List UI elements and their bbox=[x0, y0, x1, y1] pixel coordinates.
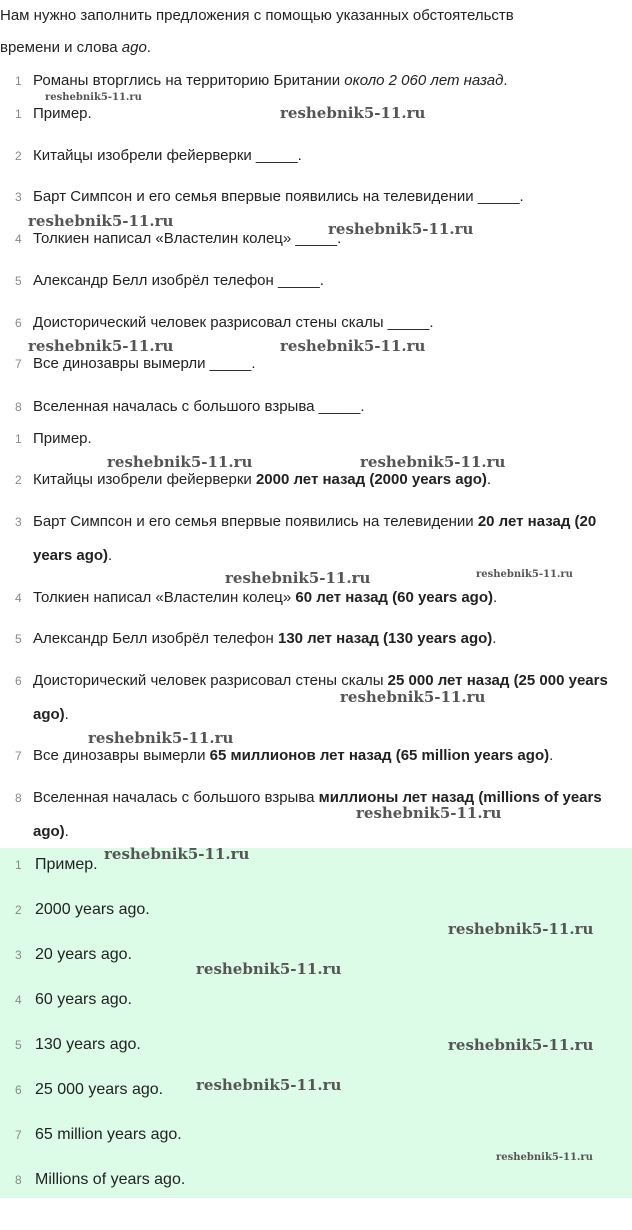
answer-box bbox=[0, 848, 632, 1198]
item-number: 8 bbox=[15, 1173, 22, 1187]
item-text: 130 years ago. bbox=[35, 1036, 141, 1053]
item-number: 4 bbox=[15, 591, 22, 605]
intro-word: ago bbox=[121, 39, 147, 56]
watermark: reshebnik5-11.ru bbox=[28, 212, 174, 230]
item-number: 6 bbox=[15, 1083, 22, 1097]
item-text: Китайцы изобрели фейерверки _____. bbox=[33, 147, 302, 164]
item-text: Доисторический человек разрисовал стены скалы _____. bbox=[33, 314, 434, 331]
item-number: 3 bbox=[15, 190, 22, 204]
item-number: 8 bbox=[15, 400, 22, 414]
item-text: Александр Белл изобрёл телефон _____. bbox=[33, 272, 324, 289]
watermark: reshebnik5-11.ru bbox=[476, 569, 573, 580]
item-text: 25 000 years ago. bbox=[35, 1081, 164, 1098]
watermark: reshebnik5-11.ru bbox=[360, 453, 506, 471]
watermark: reshebnik5-11.ru bbox=[104, 845, 250, 863]
answer-item bbox=[0, 428, 632, 450]
item-number: 3 bbox=[15, 515, 22, 529]
watermark: reshebnik5-11.ru bbox=[448, 920, 594, 938]
intro-line2: времени и слова bbox=[0, 39, 122, 56]
watermark: reshebnik5-11.ru bbox=[448, 1036, 594, 1054]
answer-item bbox=[0, 628, 632, 650]
item-text: Толкиен написал «Властелин колец» _____. bbox=[33, 230, 342, 247]
item-text: Пример. bbox=[33, 430, 92, 447]
item-number: 3 bbox=[15, 948, 22, 962]
watermark: reshebnik5-11.ru bbox=[340, 688, 486, 706]
task-item bbox=[0, 353, 632, 375]
item-number: 1 bbox=[15, 107, 22, 121]
watermark: reshebnik5-11.ru bbox=[280, 104, 426, 122]
item-number: 2 bbox=[15, 473, 22, 487]
english-item bbox=[0, 899, 632, 921]
item-text: 65 million years ago. bbox=[35, 1126, 182, 1143]
task-item bbox=[0, 186, 632, 208]
task-item bbox=[0, 396, 632, 418]
item-text: 20 years ago. bbox=[35, 946, 132, 963]
item-text: Барт Симпсон и его семья впервые появились на телевидении 20 лет назад (20 years ago). bbox=[33, 513, 597, 564]
watermark: reshebnik5-11.ru bbox=[196, 960, 342, 978]
item-number: 5 bbox=[15, 274, 22, 288]
watermark: reshebnik5-11.ru bbox=[107, 453, 253, 471]
item-number: 7 bbox=[15, 749, 22, 763]
task-example bbox=[0, 70, 632, 92]
english-item bbox=[0, 1169, 632, 1191]
item-text: Китайцы изобрели фейерверки 2000 лет назад (2000 years ago). bbox=[33, 471, 492, 488]
task-item bbox=[0, 270, 632, 292]
task-item bbox=[0, 145, 632, 167]
english-item bbox=[0, 989, 632, 1011]
watermark: reshebnik5-11.ru bbox=[225, 569, 371, 587]
english-item bbox=[0, 854, 632, 876]
item-text: Толкиен написал «Властелин колец» 60 лет назад (60 years ago). bbox=[33, 589, 498, 606]
item-text: Пример. bbox=[35, 856, 98, 873]
watermark: reshebnik5-11.ru bbox=[28, 337, 174, 355]
item-text: Пример. bbox=[33, 105, 92, 122]
item-number: 1 bbox=[15, 74, 22, 88]
answer-item bbox=[0, 469, 632, 491]
item-number: 1 bbox=[15, 432, 22, 446]
item-number: 5 bbox=[15, 632, 22, 646]
item-text: Доисторический человек разрисовал стены скалы 25 000 лет назад (25 000 years ago). bbox=[33, 672, 608, 723]
answer-item bbox=[0, 587, 632, 609]
intro-line1: Нам нужно заполнить предложения с помощью указанных обстоятельств bbox=[0, 7, 514, 24]
english-item bbox=[0, 1124, 632, 1146]
item-text: 2000 years ago. bbox=[35, 901, 150, 918]
item-text: Вселенная началась с большого взрыва _____. bbox=[33, 398, 365, 415]
watermark: reshebnik5-11.ru bbox=[496, 1152, 593, 1163]
item-text: 60 years ago. bbox=[35, 991, 132, 1008]
watermark: reshebnik5-11.ru bbox=[356, 804, 502, 822]
item-number: 2 bbox=[15, 903, 22, 917]
item-number: 8 bbox=[15, 791, 22, 805]
item-number: 4 bbox=[15, 993, 22, 1007]
watermark: reshebnik5-11.ru bbox=[328, 220, 474, 238]
watermark: reshebnik5-11.ru bbox=[280, 337, 426, 355]
intro-end: . bbox=[146, 39, 151, 56]
item-number: 2 bbox=[15, 149, 22, 163]
item-text: Романы вторглись на территорию Британии около 2 060 лет назад. bbox=[33, 72, 508, 89]
watermark: reshebnik5-11.ru bbox=[88, 729, 234, 747]
item-text: Все динозавры вымерли 65 миллионов лет назад (65 million years ago). bbox=[33, 747, 554, 764]
watermark: reshebnik5-11.ru bbox=[196, 1076, 342, 1094]
item-text: Все динозавры вымерли _____. bbox=[33, 355, 256, 372]
item-number: 7 bbox=[15, 357, 22, 371]
item-text: Барт Симпсон и его семья впервые появились на телевидении _____. bbox=[33, 188, 524, 205]
task-item bbox=[0, 312, 632, 334]
item-text: Вселенная началась с большого взрыва миллионы лет назад (millions of years ago). bbox=[33, 789, 602, 840]
item-number: 5 bbox=[15, 1038, 22, 1052]
task-item bbox=[0, 228, 632, 250]
intro-text bbox=[0, 0, 632, 64]
item-number: 4 bbox=[15, 232, 22, 246]
watermark: reshebnik5-11.ru bbox=[45, 92, 142, 103]
answer-item bbox=[0, 745, 632, 767]
item-number: 7 bbox=[15, 1128, 22, 1142]
item-number: 1 bbox=[15, 858, 22, 872]
item-text: Millions of years ago. bbox=[35, 1171, 186, 1188]
item-text: Александр Белл изобрёл телефон 130 лет назад (130 years ago). bbox=[33, 630, 497, 647]
item-number: 6 bbox=[15, 674, 22, 688]
item-number: 6 bbox=[15, 316, 22, 330]
